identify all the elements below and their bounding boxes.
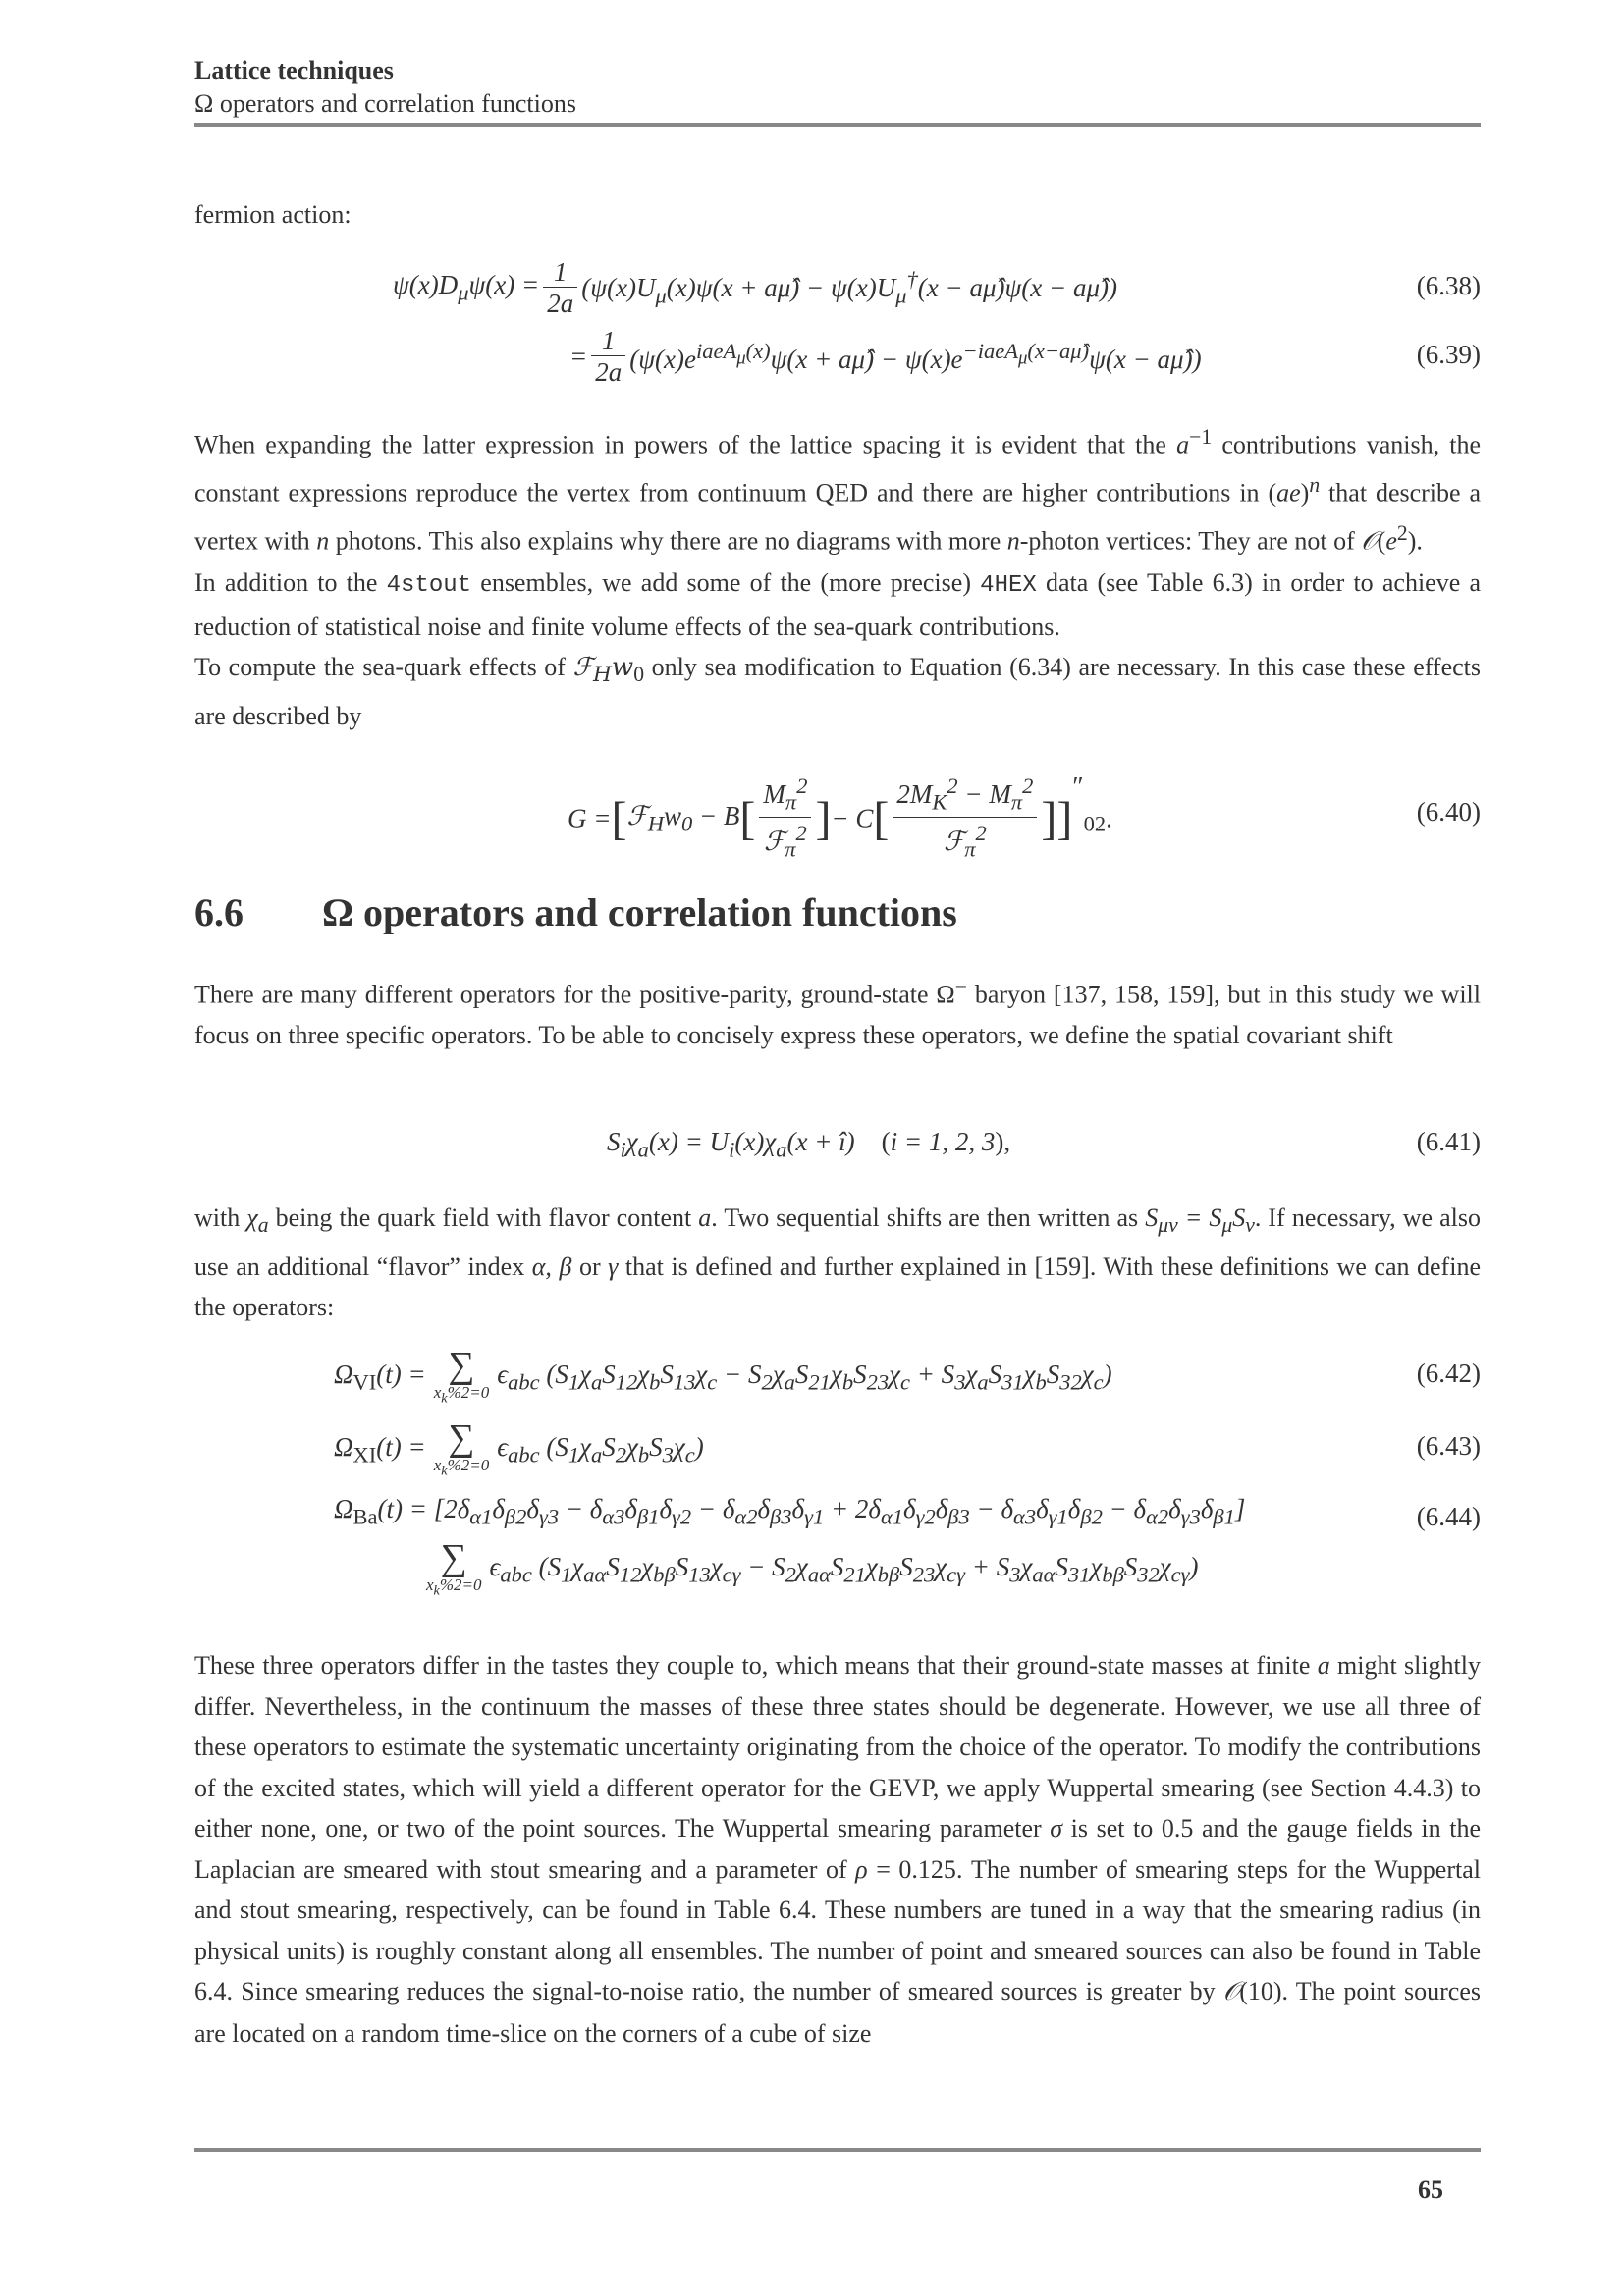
page-number: 65 <box>1418 2175 1443 2204</box>
equation-6-42: $\Omega_{VI}(t)$ = ∑ $x_k\%2=0$ $\epsilon_{abc}$ $(S_1\chi_aS_{12}\chi_bS_{13}\chi_c - S_2\chi_aS_{21}\chi_bS_{23}\chi_c + S_3\chi_aS_{31}\chi_bS_{32}\chi_c)$ (6.42) <box>334 1345 1481 1407</box>
paragraph-seaquark: To compute the sea-quark effects of $ℱ_Hw_0$ only sea modification to Equation (6.34) are necessary. In this case these effects are described by <box>194 653 1481 731</box>
paragraph-tastes: These three operators differ in the tastes they couple to, which means that their ground-state masses at finite a might slightly differ. Nevertheless, in the continuum the masses of these three states should be degenerate. However, we use all three of these operators to estimate the systematic uncertainty originating from the choice of the operator. To modify the contributions of the excited states, which will yield a different operator for the GEVP, we apply Wuppertal smearing (see Section 4.4.3) to either none, one, or two of the point sources. The Wuppertal smearing parameter σ is set to 0.5 and the gauge fields in the Laplacian are smeared with stout smearing and a parameter of ρ = 0.125. The number of smearing steps for the Wuppertal and stout smearing, respectively, can be found in Table 6.4. These numbers are tuned in a way that the smearing radius (in physical units) is roughly constant along all ensembles. The number of point and smeared sources can also be found in Table 6.4. Since smearing reduces the signal-to-noise ratio, the number of smeared sources is greater by 𝒪(10). The point sources are located on a random time-slice on the corners of a cube of size <box>194 1651 1481 2048</box>
paragraph-operators: There are many different operators for the positive-parity, ground-state Ω− baryon [137, 158, 159], but in this study we will focus on three specific operators. To be able to concisely express these operators, we define the spatial covariant shift <box>194 975 1482 1050</box>
equation-6-38: $\psi(x)D_\mu\psi(x)$ = $\frac{1}{2a}$ ($\psi(x)U_\mu(x)\psi(x$ + aμ̂) − $\psi(x)U_\mu^\dagger(x$ − aμ̂)ψ(x − aμ̂)) (6.38) <box>393 257 1481 318</box>
section-heading <box>194 889 957 935</box>
equation-6-39: = $\frac{1}{2a}$ ($\psi(x)e^{iaeA_\mu(x)}\psi(x$ + aμ̂) − $\psi(x)e^{-iaeA_\mu(x-a\mû)}\psi(x$ − aμ̂)) (6.39) <box>569 326 1481 387</box>
section-number: 6.6 <box>194 890 244 934</box>
paragraph-ensembles: In addition to the 4stout ensembles, we add some of the (more precise) 4HEX data (see Table 6.3) in order to achieve a reduction of statistical noise and finite volume effects of the sea-quark contributions. <box>194 568 1481 641</box>
section-title-header: Ω operators and correlation functions <box>194 89 576 118</box>
equation-number: (6.41) <box>1416 1127 1481 1156</box>
header-rule <box>194 123 1481 127</box>
equation-6-44: $\Omega_{Ba}(t) = [2\delta_{\alpha 1}\delta_{\beta 2}\delta_{\gamma 3} - \delta_{\alpha 3}\delta_{\beta 1}\delta_{\gamma 2} - \delta_{\alpha 2}\delta_{\beta 3}\delta_{\gamma 1} + 2\delta_{\alpha 1}\delta_{\gamma 2}\delta_{\beta 3} - \delta_{\alpha 3}\delta_{\gamma 1}\delta_{\beta 2} - \delta_{\alpha 2}\delta_{\gamma 3}\delta_{\beta 1}]$ ∑ $x_k\%2=0$ $\epsilon_{abc}$ $(S_1\chi_{a\alpha}S_{12}\chi_{b\beta}S_{13}\chi_{c\gamma} - S_2\chi_{a\alpha}S_{21}\chi_{b\beta}S_{23}\chi_{c\gamma} + S_3\chi_{a\alpha}S_{31}\chi_{b\beta}S_{32}\chi_{c\gamma})$ (6.44) <box>334 1494 1481 1599</box>
equation-number: (6.42) <box>1416 1359 1481 1388</box>
equation-6-41: $S_i\chi_a(x) = U_i(x)\chi_a(x$ + î) (i = 1, 2, 3), (6.41) <box>607 1127 1481 1162</box>
equation-number: (6.38) <box>1416 271 1481 300</box>
equation-number: (6.39) <box>1416 340 1481 369</box>
chapter-title: Lattice techniques <box>194 56 394 84</box>
equation-number: (6.43) <box>1416 1431 1481 1461</box>
equation-number: (6.44) <box>1416 1502 1481 1531</box>
paragraph-shift: with $\chi_a$ being the quark field with flavor content a. Two sequential shifts are then written as $S_{\mu\nu} = S_\mu S_\nu$. If necessary, we also use an additional “flavor” index α, β or γ that is defined and further explained in [159]. With these definitions we can define the operators: <box>194 1203 1482 1322</box>
equation-6-40: $G =[ℱ_Hw_0 - B$[ $\frac{M_\pi^2}{ℱ_\pi^2}$ ]− C[ $\frac{2M_K^2 - M_\pi^2}{ℱ_\pi^2}$ ]]$''_{02}$. (6.40) <box>568 772 1481 862</box>
intro-text: fermion action: <box>194 200 352 229</box>
section-heading-text: Ω operators and correlation functions <box>322 890 957 934</box>
equation-6-43: $\Omega_{XI}(t)$ = ∑ $x_k\%2=0$ $\epsilon_{abc}$ $(S_1\chi_aS_2\chi_bS_3\chi_c)$ (6.43) <box>334 1417 1481 1479</box>
equation-number: (6.40) <box>1416 797 1481 827</box>
paragraph-expansion: When expanding the latter expression in powers of the lattice spacing it is evident that the $a^{-1}$ contributions vanish, the constant expressions reproduce the vertex from continuum QED and there are higher contributions in (ae)$^n$ that describe a vertex with n photons. This also explains why there are no diagrams with more n-photon vertices: They are not of $𝒪(e^2)$. In addition to the 4stout ensembles, we add some of the (more precise) 4HEX data (see Table 6.3) in order to achieve a reduction of statistical noise and finite volume effects of the sea-quark contributions. To compute the sea-quark effects of $ℱ_Hw_0$ only sea modification to Equation (6.34) are necessary. In this case these effects are described by <box>194 417 1481 737</box>
running-header <box>194 54 1481 121</box>
footer-rule <box>194 2148 1481 2152</box>
